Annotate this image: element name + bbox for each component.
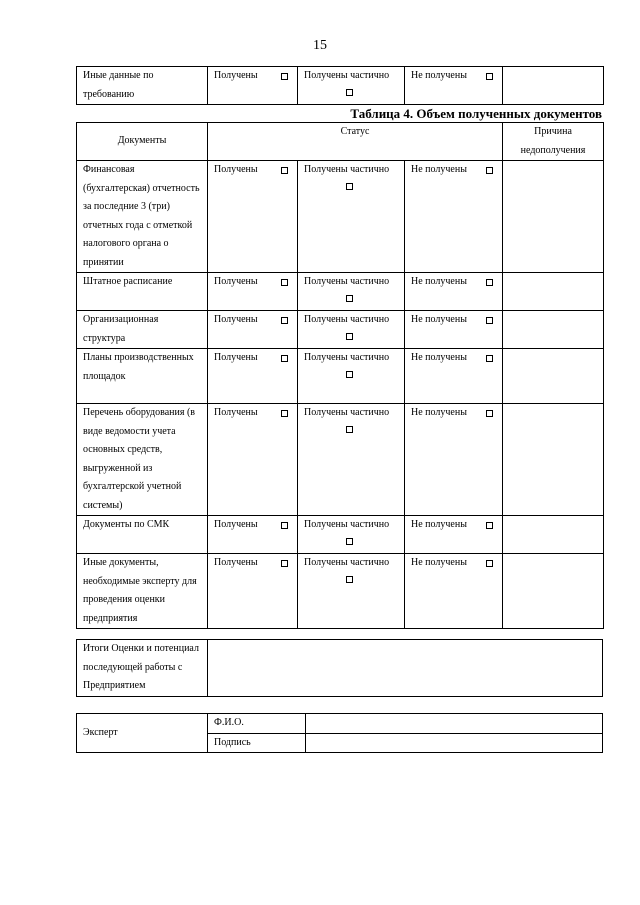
- documents-table: [76, 122, 604, 629]
- status-partial[interactable]: Получены частично: [298, 516, 405, 554]
- reason-cell[interactable]: [503, 67, 604, 105]
- signature-value[interactable]: [306, 733, 603, 753]
- reason-cell[interactable]: [503, 554, 604, 629]
- checkbox[interactable]: [281, 355, 288, 362]
- checkbox[interactable]: [486, 317, 493, 324]
- header-status: Статус: [208, 123, 503, 161]
- document-name: Планы производственных площадок: [77, 349, 208, 404]
- table-row: [77, 273, 604, 311]
- checkbox[interactable]: [281, 410, 288, 417]
- top-table: [76, 66, 604, 105]
- document-name: Финансовая (бухгалтерская) отчетность за последние 3 (три) отчетных года с отметкой налогового органа о принятии: [77, 161, 208, 273]
- checkbox[interactable]: [486, 167, 493, 174]
- table-row: [77, 516, 604, 554]
- status-received[interactable]: Получены: [208, 349, 298, 404]
- table-row: [77, 161, 604, 273]
- header-reason: Причина недополучения: [503, 123, 604, 161]
- reason-cell[interactable]: [503, 311, 604, 349]
- status-partial[interactable]: Получены частично: [298, 404, 405, 516]
- checkbox[interactable]: [486, 410, 493, 417]
- table-row: [77, 67, 604, 105]
- checkbox[interactable]: [346, 89, 353, 96]
- table-row: [77, 404, 604, 516]
- checkbox[interactable]: [346, 538, 353, 545]
- reason-cell[interactable]: [503, 516, 604, 554]
- table-row: [77, 554, 604, 629]
- header-row: [77, 123, 604, 161]
- status-partial[interactable]: Получены частично: [298, 349, 405, 404]
- reason-cell[interactable]: [503, 161, 604, 273]
- reason-cell[interactable]: [503, 273, 604, 311]
- checkbox[interactable]: [346, 183, 353, 190]
- status-partial[interactable]: Получены частично: [298, 311, 405, 349]
- table-row: [77, 349, 604, 404]
- checkbox[interactable]: [281, 167, 288, 174]
- row-label: Иные данные по требованию: [77, 67, 208, 105]
- status-not-received[interactable]: Не получены: [405, 161, 503, 273]
- reason-cell[interactable]: [503, 404, 604, 516]
- status-received[interactable]: Получены: [208, 311, 298, 349]
- page-number: 15: [313, 38, 327, 53]
- table-row: [77, 714, 603, 734]
- checkbox[interactable]: [281, 73, 288, 80]
- checkbox[interactable]: [346, 576, 353, 583]
- table-row: [77, 311, 604, 349]
- checkbox[interactable]: [281, 560, 288, 567]
- checkbox[interactable]: [486, 522, 493, 529]
- expert-label: Эксперт: [77, 714, 208, 753]
- document-name: Штатное расписание: [77, 273, 208, 311]
- status-not-received[interactable]: Не получены: [405, 67, 503, 105]
- status-not-received[interactable]: Не получены: [405, 404, 503, 516]
- checkbox[interactable]: [346, 333, 353, 340]
- status-received[interactable]: Получены: [208, 516, 298, 554]
- status-received[interactable]: Получены: [208, 554, 298, 629]
- status-not-received[interactable]: Не получены: [405, 349, 503, 404]
- table-row: [77, 640, 603, 697]
- signature-label: Подпись: [208, 733, 306, 753]
- results-value[interactable]: [208, 640, 603, 697]
- checkbox[interactable]: [281, 317, 288, 324]
- status-received[interactable]: Получены: [208, 404, 298, 516]
- status-not-received[interactable]: Не получены: [405, 273, 503, 311]
- status-not-received[interactable]: Не получены: [405, 554, 503, 629]
- checkbox[interactable]: [486, 279, 493, 286]
- checkbox[interactable]: [281, 522, 288, 529]
- checkbox[interactable]: [346, 426, 353, 433]
- expert-table: [76, 713, 603, 753]
- status-not-received[interactable]: Не получены: [405, 311, 503, 349]
- status-partial[interactable]: Получены частично: [298, 554, 405, 629]
- checkbox[interactable]: [486, 73, 493, 80]
- checkbox[interactable]: [486, 355, 493, 362]
- status-received[interactable]: Получены: [208, 273, 298, 311]
- document-name: Документы по СМК: [77, 516, 208, 554]
- results-label: Итоги Оценки и потенциал последующей работы с Предприятием: [77, 640, 208, 697]
- table-caption: Таблица 4. Объем полученных документов: [350, 106, 602, 121]
- checkbox[interactable]: [486, 560, 493, 567]
- status-partial[interactable]: Получены частично: [298, 273, 405, 311]
- checkbox[interactable]: [281, 279, 288, 286]
- checkbox[interactable]: [346, 295, 353, 302]
- document-name: Перечень оборудования (в виде ведомости учета основных средств, выгруженной из бухгалтерской учетной системы): [77, 404, 208, 516]
- checkbox[interactable]: [346, 371, 353, 378]
- status-partial[interactable]: Получены частично: [298, 161, 405, 273]
- fio-value[interactable]: [306, 714, 603, 734]
- status-not-received[interactable]: Не получены: [405, 516, 503, 554]
- header-documents: Документы: [77, 123, 208, 161]
- document-name: Иные документы, необходимые эксперту для проведения оценки предприятия: [77, 554, 208, 629]
- reason-cell[interactable]: [503, 349, 604, 404]
- status-received[interactable]: Получены: [208, 67, 298, 105]
- status-partial[interactable]: Получены частично: [298, 67, 405, 105]
- fio-label: Ф.И.О.: [208, 714, 306, 734]
- status-received[interactable]: Получены: [208, 161, 298, 273]
- results-table: [76, 639, 603, 697]
- document-name: Организационная структура: [77, 311, 208, 349]
